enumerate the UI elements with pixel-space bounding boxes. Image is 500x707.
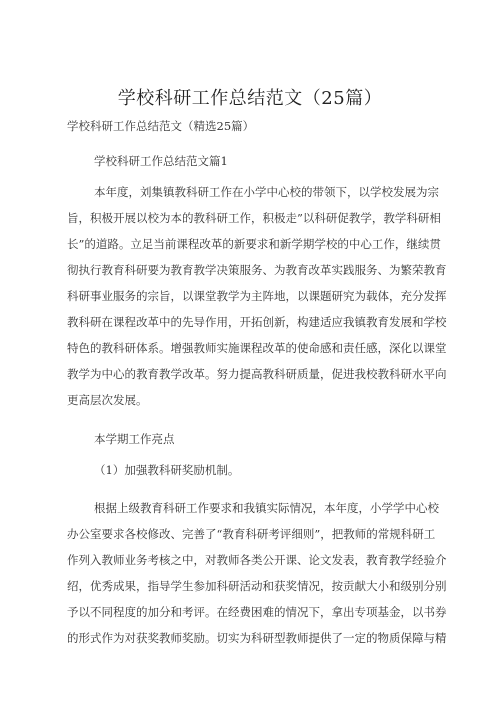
paragraph-line: 旨，积极开展以校为本的教科研工作，积极走”以科研促教学，教学科研相 <box>67 211 441 225</box>
paragraph-line: 彻执行教育科研要为教育教学决策服务、为教育改革实践服务、为繁荣教育 <box>67 263 447 277</box>
document-title: 学校科研工作总结范文（25篇） <box>117 88 383 109</box>
paragraph-line: 的形式作为对获奖教师奖励。切实为科研型教师提供了一定的物质保障与精 <box>67 631 447 645</box>
paragraph-line: 绍，优秀成果，指导学生参加科研活动和获奖情况，按贡献大小和级别分别 <box>67 579 447 593</box>
highlights-heading: 本学期工作亮点 <box>94 432 175 446</box>
paragraph-line: 本年度，刘集镇教科研工作在小学中心校的带领下，以学校发展为宗 <box>94 185 439 199</box>
paragraph-line: 更高层次发展。 <box>67 393 148 407</box>
paragraph-line: 教科研在课程改革中的先导作用，开拓创新，构建适应我镇教育发展和学校 <box>67 315 447 329</box>
document-subtitle: 学校科研工作总结范文（精选25篇） <box>67 119 255 133</box>
section-heading: 学校科研工作总结范文篇1 <box>94 154 228 168</box>
paragraph-line: 科研事业服务的宗旨，以课堂教学为主阵地，以课题研究为载体，充分发挥 <box>67 289 447 303</box>
paragraph-line: 予以不同程度的加分和考评。在经费困难的情况下，拿出专项基金，以书券 <box>67 605 447 619</box>
paragraph-line: 根据上级教育科研工作要求和我镇实际情况，本年度，小学学中心校 <box>94 501 439 515</box>
paragraph-line: 特色的教科研体系。增强教师实施课程改革的使命感和责任感，深化以课堂 <box>67 341 447 355</box>
paragraph-line: 长”的道路。立足当前课程改革的新要求和新学期学校的中心工作，继续贯 <box>67 237 441 251</box>
paragraph-line: 办公室要求各校修改、完善了“教育科研考评细则”，把教师的常规科研工 <box>67 527 436 541</box>
paragraph-line: 教学为中心的教育教学改革。努力提高教科研质量，促进我校教科研水平向 <box>67 367 447 381</box>
paragraph-line: 作列入教师业务考核之中，对教师各类公开课、论文发表，教育教学经验介 <box>67 553 447 567</box>
item-heading: （1）加强教科研奖励机制。 <box>94 463 240 477</box>
